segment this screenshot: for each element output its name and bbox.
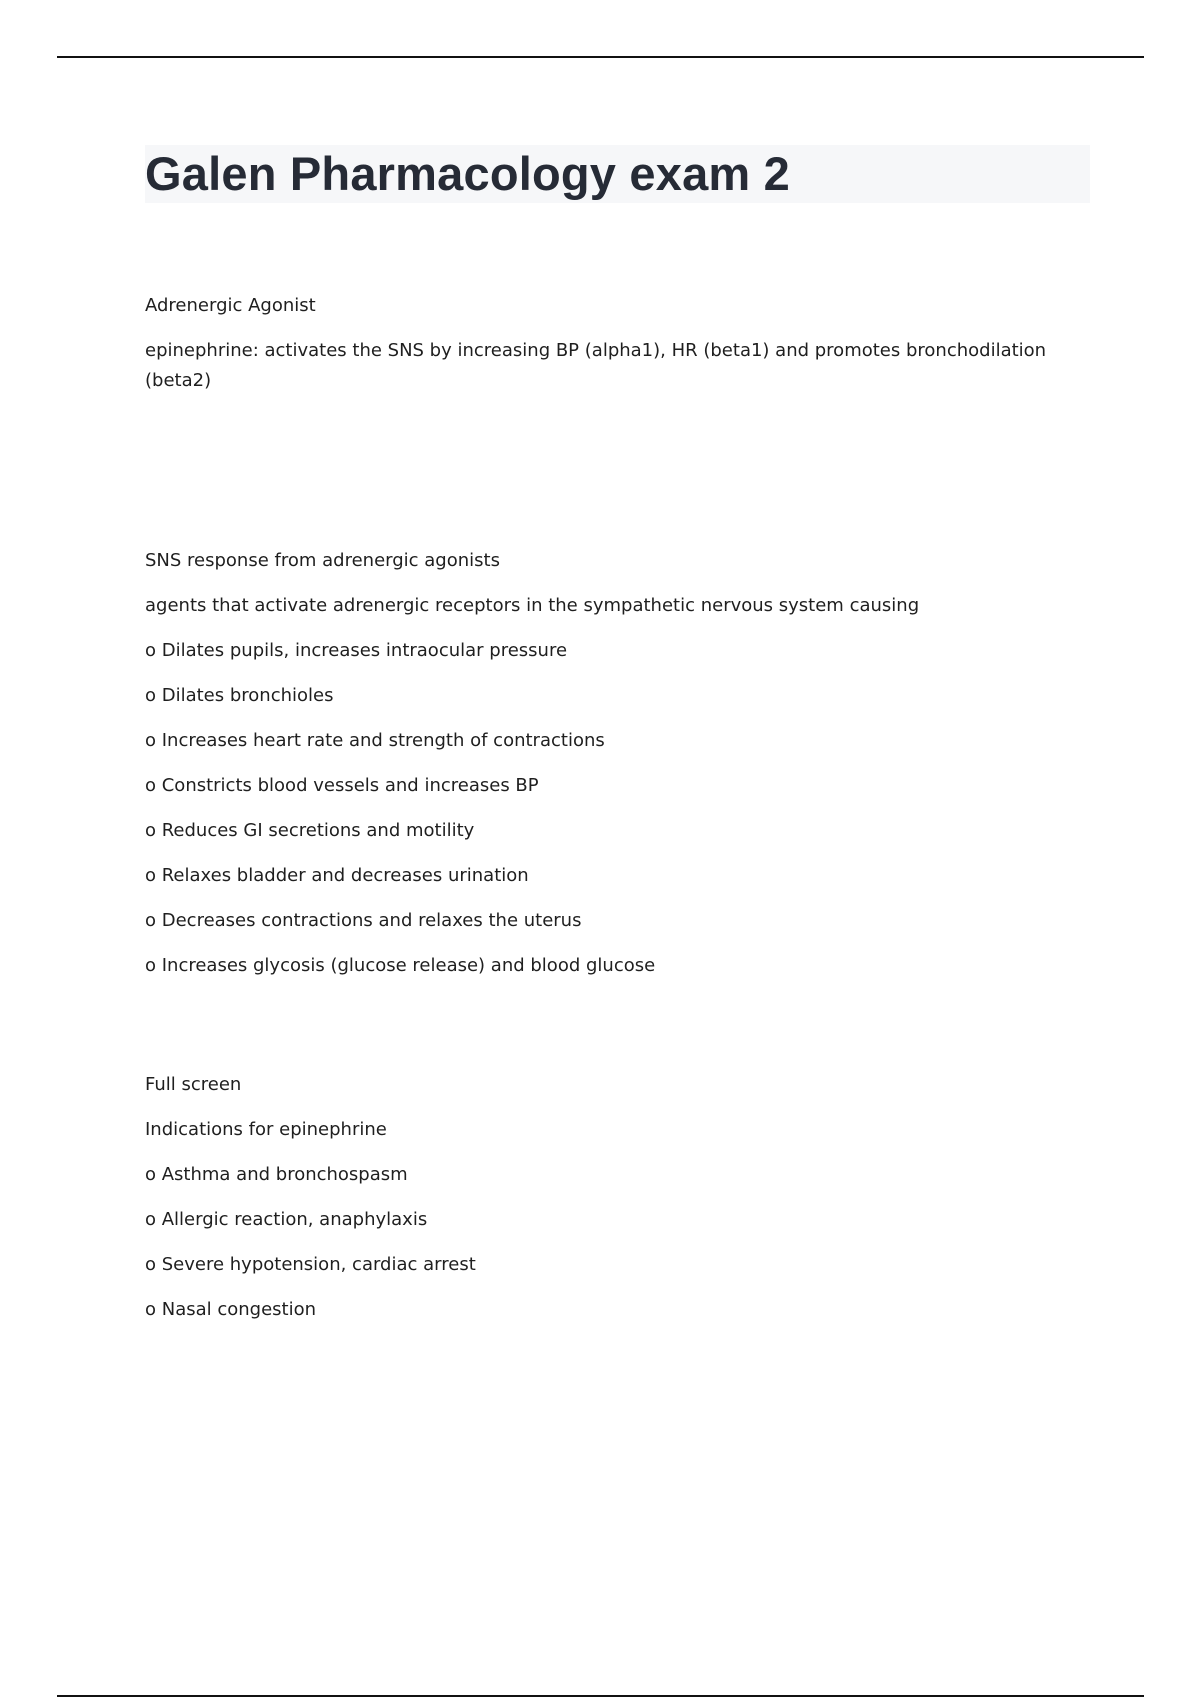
card-definition: agents that activate adrenergic receptors in the sympathetic nervous system causing <box>145 595 920 616</box>
card-definition: epinephrine: activates the SNS by increasing BP (alpha1), HR (beta1) and promotes bronchodilation (beta2) <box>145 340 1047 391</box>
list-item: o Constricts blood vessels and increases BP <box>145 775 539 796</box>
flashcard <box>145 546 1090 981</box>
page-title: Galen Pharmacology exam 2 <box>145 147 791 200</box>
list-item: o Asthma and bronchospasm <box>145 1164 408 1185</box>
list-item: o Increases heart rate and strength of contractions <box>145 730 605 751</box>
list-item: o Dilates pupils, increases intraocular pressure <box>145 640 568 661</box>
list-item: o Allergic reaction, anaphylaxis <box>145 1209 428 1230</box>
bottom-divider <box>57 1695 1144 1697</box>
list-item: o Reduces GI secretions and motility <box>145 820 475 841</box>
list-item: o Decreases contractions and relaxes the uterus <box>145 910 582 931</box>
card-term: SNS response from adrenergic agonists <box>145 550 500 571</box>
list-item: o Increases glycosis (glucose release) and blood glucose <box>145 955 656 976</box>
top-divider <box>57 56 1144 58</box>
title-bar <box>145 145 1090 203</box>
list-item: o Severe hypotension, cardiac arrest <box>145 1254 476 1275</box>
list-item: o Relaxes bladder and decreases urination <box>145 865 529 886</box>
flashcard <box>145 1070 1090 1325</box>
card-term: Full screen <box>145 1074 242 1095</box>
document-content <box>145 145 1090 1340</box>
card-definition: Indications for epinephrine <box>145 1119 387 1140</box>
list-item: o Dilates bronchioles <box>145 685 334 706</box>
list-item: o Nasal congestion <box>145 1299 317 1320</box>
flashcard <box>145 291 1090 396</box>
card-term: Adrenergic Agonist <box>145 295 316 316</box>
